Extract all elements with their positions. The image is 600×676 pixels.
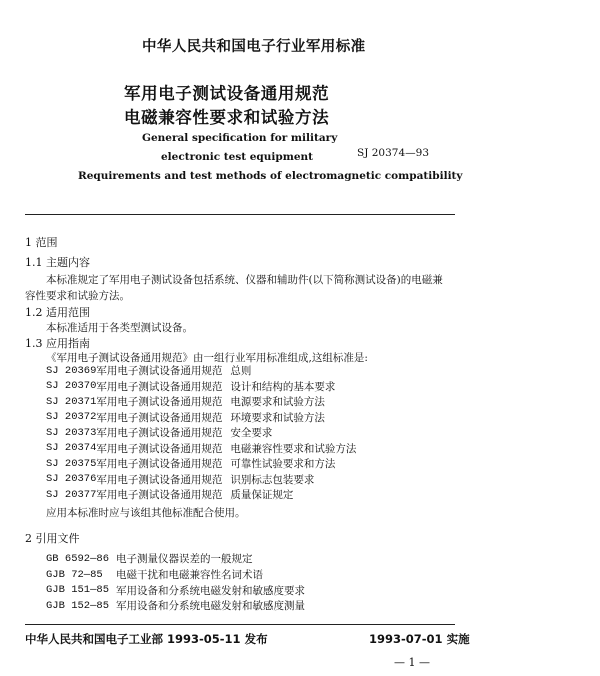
standard-code: SJ 20376	[46, 473, 97, 486]
table-row	[46, 410, 356, 426]
section-1-3-closing: 应用本标准时应与该组其他标准配合使用。	[46, 507, 246, 519]
standard-topic: 电磁兼容性要求和试验方法	[230, 442, 357, 455]
standard-topic: 识别标志包装要求	[230, 473, 315, 486]
table-row	[46, 582, 305, 598]
standard-series: 军用电子测试设备通用规范	[96, 365, 223, 378]
effective-date: 1993-07-01 实施	[369, 632, 470, 646]
standard-topic: 环境要求和试验方法	[230, 411, 325, 424]
page-number: — 1 —	[394, 656, 430, 669]
standard-code: SJ 20369	[46, 364, 97, 377]
table-row	[46, 487, 356, 503]
english-title-line3: Requirements and test methods of electromagnetic compatibility	[78, 170, 463, 182]
table-row	[46, 394, 356, 410]
reference-title: 军用设备和分系统电磁发射和敏感度测量	[116, 600, 305, 613]
english-title-line2: electronic test equipment	[161, 151, 314, 163]
section-1-3-heading: 1.3 应用指南	[25, 337, 90, 350]
standard-topic: 质量保证规定	[230, 489, 294, 502]
section-1-1-heading: 1.1 主题内容	[25, 256, 90, 269]
standard-series: 军用电子测试设备通用规范	[96, 427, 223, 440]
standard-topic: 电源要求和试验方法	[230, 396, 325, 409]
standard-series: 军用电子测试设备通用规范	[96, 380, 223, 393]
table-row	[46, 472, 356, 488]
section-1-2-text: 本标准适用于各类型测试设备。	[46, 322, 193, 334]
standard-series: 军用电子测试设备通用规范	[96, 442, 223, 455]
standard-code: SJ 20374	[46, 442, 97, 455]
standard-topic: 可靠性试验要求和方法	[230, 458, 336, 471]
table-row	[46, 567, 305, 583]
reference-title: 电子测量仪器误差的一般规定	[116, 553, 253, 566]
section-1-3-intro: 《军用电子测试设备通用规范》由一组行业军用标准组成,这组标准是:	[46, 352, 368, 364]
table-row	[46, 425, 356, 441]
reference-code: GB 6592—86	[46, 552, 110, 565]
document-title-line1: 军用电子测试设备通用规范	[124, 84, 330, 103]
standard-code: SJ 20370	[46, 380, 97, 393]
section-1-1-text-line2: 容性要求和试验方法。	[25, 290, 130, 302]
reference-code: GJB 152—85	[46, 599, 110, 612]
issued-by: 中华人民共和国电子工业部 1993-05-11 发布	[25, 632, 268, 646]
document-header-organization: 中华人民共和国电子行业军用标准	[142, 39, 366, 55]
english-title-line1: General specification for military	[142, 132, 338, 144]
table-row	[46, 441, 356, 457]
section-1-1-text-line1: 本标准规定了军用电子测试设备包括系统、仪器和辅助件(以下简称测试设备)的电磁兼	[46, 274, 443, 286]
reference-title: 军用设备和分系统电磁发射和敏感度要求	[116, 584, 305, 597]
standard-code: SJ 20377	[46, 488, 97, 501]
standard-code: SJ 20373	[46, 426, 97, 439]
standard-series: 军用电子测试设备通用规范	[96, 458, 223, 471]
standard-series: 军用电子测试设备通用规范	[96, 411, 223, 424]
standard-series: 军用电子测试设备通用规范	[96, 489, 223, 502]
table-row	[46, 456, 356, 472]
standard-series: 军用电子测试设备通用规范	[96, 396, 223, 409]
standard-code: SJ 20371	[46, 395, 97, 408]
table-row	[46, 598, 305, 614]
document-title-line2: 电磁兼容性要求和试验方法	[124, 108, 330, 127]
table-row	[46, 379, 356, 395]
standard-code: SJ 20375	[46, 457, 97, 470]
table-row	[46, 551, 305, 567]
bottom-divider	[25, 624, 455, 625]
standard-series: 军用电子测试设备通用规范	[96, 473, 223, 486]
reference-title: 电磁干扰和电磁兼容性名词术语	[116, 569, 263, 582]
section-1-heading: 1 范围	[25, 236, 58, 249]
standard-number: SJ 20374—93	[357, 147, 430, 159]
standard-topic: 安全要求	[230, 427, 273, 440]
referenced-documents-list	[46, 551, 305, 614]
table-row	[46, 363, 356, 379]
reference-code: GJB 151—85	[46, 584, 110, 597]
section-2-heading: 2 引用文件	[25, 532, 80, 545]
top-divider	[25, 214, 455, 215]
section-1-2-heading: 1.2 适用范围	[25, 306, 90, 319]
standards-series-list	[46, 363, 356, 503]
standard-topic: 设计和结构的基本要求	[230, 380, 336, 393]
standard-topic: 总则	[230, 365, 252, 378]
standard-code: SJ 20372	[46, 411, 97, 424]
reference-code: GJB 72—85	[46, 568, 103, 581]
